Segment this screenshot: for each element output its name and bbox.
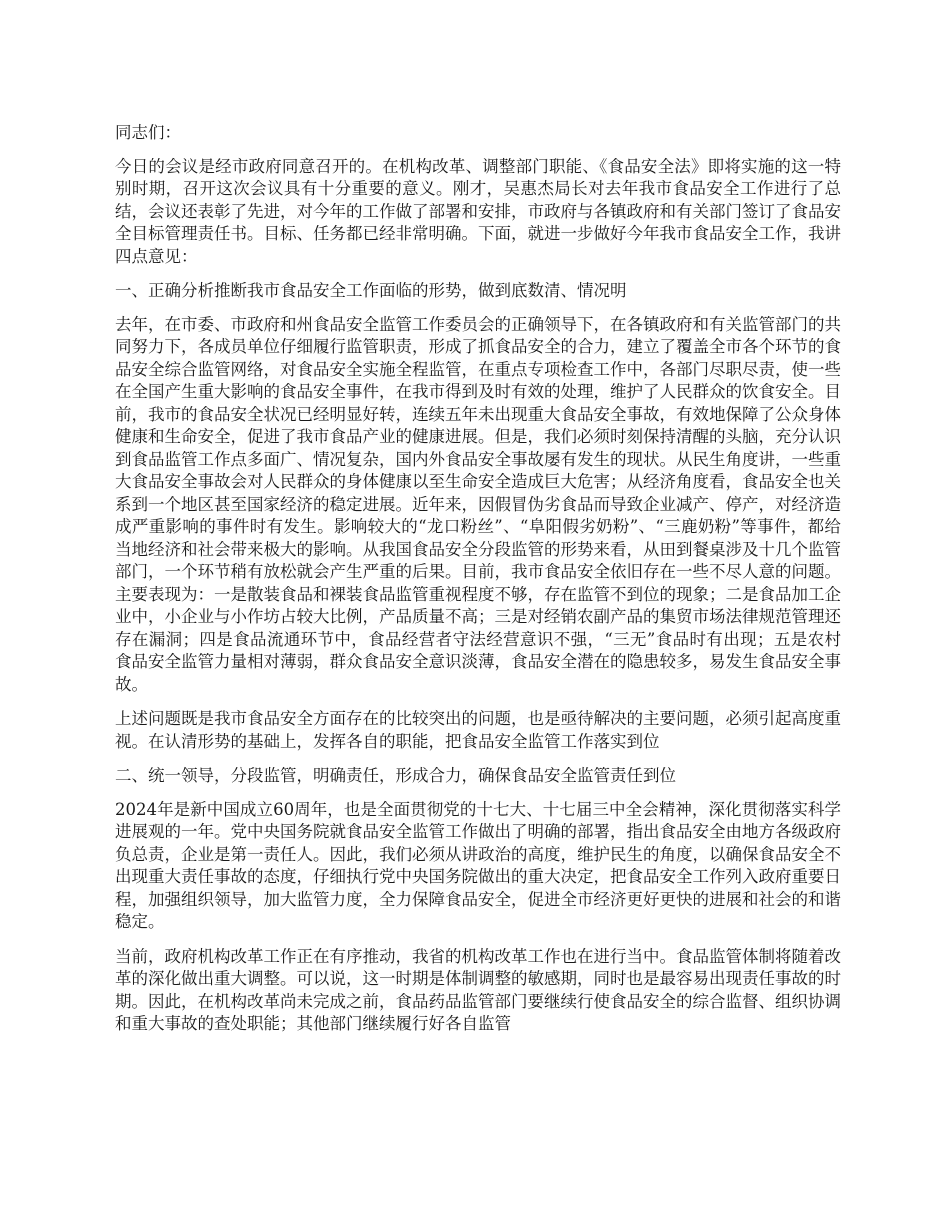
intro-paragraph: 今日的会议是经市政府同意召开的。在机构改革、调整部门职能、《食品安全法》即将实施的这一特别时期，召开这次会议具有十分重要的意义。刚才，吴惠杰局长对去年我市食品安全工作进行了总结，会议还表彰了先进，对今年的工作做了部署和安排，市政府与各镇政府和有关部门签订了食品安全目标管理责任书。目标、任务都已经非常明确。下面，就进一步做好今年我市食品安全工作，我讲四点意见： [115,156,841,266]
document-body [115,122,841,1048]
body-paragraph: 去年，在市委、市政府和州食品安全监管工作委员会的正确领导下，在各镇政府和有关监管部门的共同努力下，各成员单位仔细履行监管职责，形成了抓食品安全的合力，建立了覆盖全市各个环节的食品安全综合监管网络，对食品安全实施全程监管，在重点专项检查工作中，各部门尽职尽责，使一些在全国产生重大影响的食品安全事件，在我市得到及时有效的处理，维护了人民群众的饮食安全。目前，我市的食品安全状况已经明显好转，连续五年未出现重大食品安全事故，有效地保障了公众身体健康和生命安全，促进了我市食品产业的健康进展。但是，我们必须时刻保持清醒的头脑，充分认识到食品监管工作点多面广、情况复杂，国内外食品安全事故屡有发生的现状。从民生角度讲，一些重大食品安全事故会对人民群众的身体健康以至生命安全造成巨大危害；从经济角度看，食品安全也关系到一个地区甚至国家经济的稳定进展。近年来，因假冒伪劣食品而导致企业减产、停产，对经济造成严重影响的事件时有发生。影响较大的“龙口粉丝”、“阜阳假劣奶粉”、“三鹿奶粉”等事件，都给当地经济和社会带来极大的影响。从我国食品安全分段监管的形势来看，从田到餐桌涉及十几个监管部门，一个环节稍有放松就会产生严重的后果。目前，我市食品安全依旧存在一些不尽人意的问题。主要表现为：一是散装食品和裸装食品监管重视程度不够，存在监管不到位的现象；二是食品加工企业中，小企业与小作坊占较大比例，产品质量不高；三是对经销农副产品的集贸市场法律规范管理还存在漏洞；四是食品流通环节中，食品经营者守法经营意识不强，“三无”食品时有出现；五是农村食品安全监管力量相对薄弱，群众食品安全意识淡薄，食品安全潜在的隐患较多，易发生食品安全事故。 [115,314,841,694]
body-paragraph: 2024年是新中国成立60周年，也是全面贯彻党的十七大、十七届三中全会精神，深化贯彻落实科学进展观的一年。党中央国务院就食品安全监管工作做出了明确的部署，指出食品安全由地方各级政府负总责，企业是第一责任人。因此，我们必须从讲政治的高度，维护民生的角度，以确保食品安全不出现重大责任事故的态度，仔细执行党中央国务院做出的重大决定，把食品安全工作列入政府重要日程，加强组织领导，加大监管力度，全力保障食品安全，促进全市经济更好更快的进展和社会的和谐稳定。 [115,799,841,931]
section-heading-1: 一、正确分析推断我市食品安全工作面临的形势，做到底数清、情况明 [115,281,627,300]
body-paragraph: 当前，政府机构改革工作正在有序推动，我省的机构改革工作也在进行当中。食品监管体制将随着改革的深化做出重大调整。可以说，这一时期是体制调整的敏感期，同时也是最容易出现责任事故的时期。因此，在机构改革尚未完成之前，食品药品监管部门要继续行使食品安全的综合监督、组织协调和重大事故的查处职能；其他部门继续履行好各自监管 [115,946,841,1033]
body-paragraph: 上述问题既是我市食品安全方面存在的比较突出的问题，也是亟待解决的主要问题，必须引起高度重视。在认清形势的基础上，发挥各自的职能，把食品安全监管工作落实到位 [115,709,841,751]
salutation: 同志们： [115,123,181,142]
section-heading-2: 二、统一领导，分段监管，明确责任，形成合力，确保食品安全监管责任到位 [115,766,676,785]
